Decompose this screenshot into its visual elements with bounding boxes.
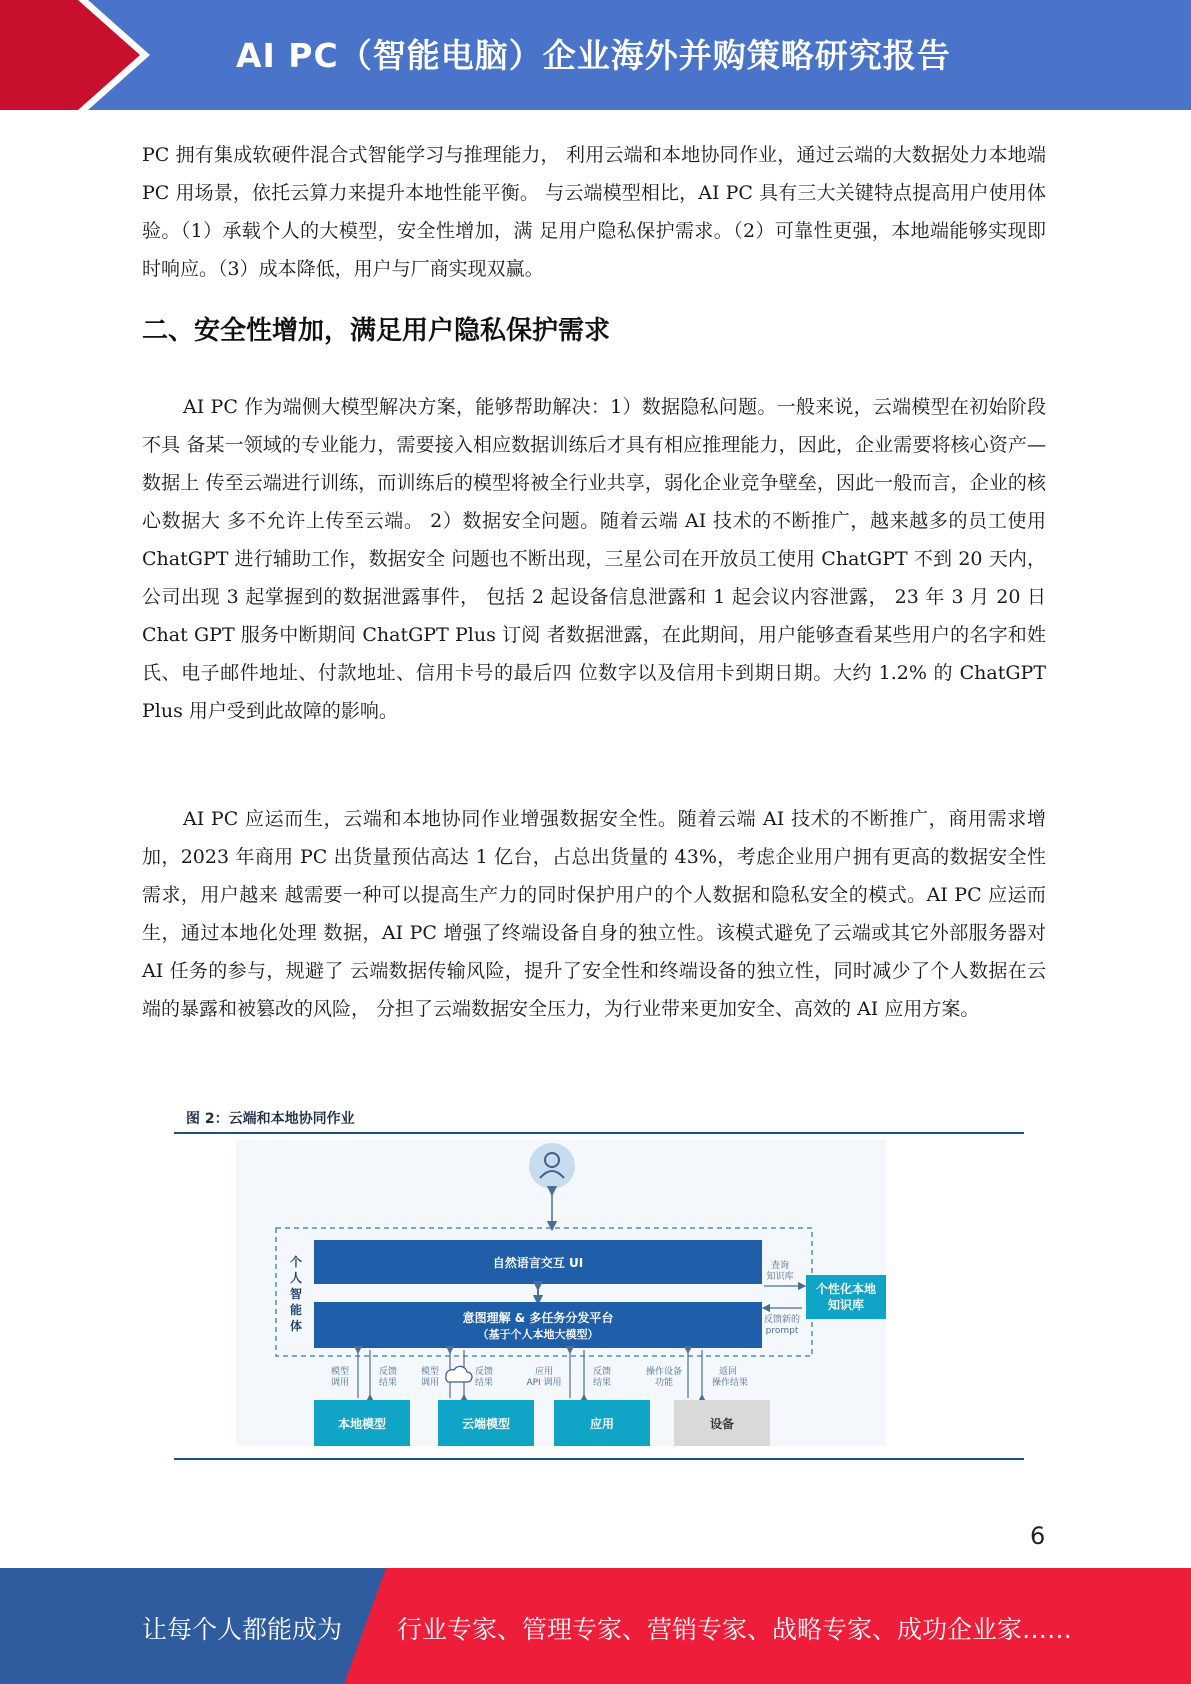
app-label: 应用 (589, 1417, 615, 1431)
arrow-label: 模型 (420, 1367, 440, 1377)
arrow-label: 反馈 (474, 1367, 494, 1377)
query-kb-label: 查询 (770, 1261, 790, 1271)
security-paragraph: AI PC 应运而生，云端和本地协同作业增强数据安全性。随着云端 AI 技术的不断推广，商用需求增加，2023 年商用 PC 出货量预估高达 1 亿台，占总出货量的 43%，考虑企业用户拥有更高的数据安全性需求，用户越来 越需要一种可以提高生产力的同时保护用户的个人数据和隐私安全的模式。AI PC 应运而生，通过本地化处理 数据，AI PC 增强了终端设备自身的独立性。该模式避免了云端或其它外部服务器对 AI 任务的参与，规避了 云端数据传输风险，提升了安全性和终端设备的独立性，同时减少了个人数据在云端的暴露和被篡改的风险， 分担了云端数据安全压力，为行业带来更加安全、高效的 AI 应用方案。 (142, 808, 1046, 1020)
arrow-label: 返回 (718, 1367, 738, 1377)
personal-kb-label: 个性化本地 (815, 1282, 877, 1296)
arrow-label: 结果 (378, 1378, 398, 1388)
agent-label-char: 人 (289, 1271, 303, 1285)
agent-label-char: 智 (289, 1287, 303, 1301)
local-model-label: 本地模型 (337, 1417, 387, 1431)
cloud-model-label: 云端模型 (461, 1417, 511, 1431)
user-icon (529, 1143, 575, 1189)
agent-label-char: 个 (289, 1255, 303, 1269)
arrow-label: API 调用 (526, 1378, 562, 1388)
arrow-label: 操作设备 (645, 1367, 683, 1377)
figure-caption: 图 2：云端和本地协同作业 (186, 1111, 355, 1127)
arrow-label: 操作结果 (711, 1378, 749, 1388)
arrow-label: 应用 (534, 1367, 554, 1377)
feedback-prompt-label: 反馈新的 (763, 1315, 801, 1325)
arrow-label: 结果 (474, 1378, 494, 1388)
header-banner (0, 0, 1191, 110)
agent-label-char: 能 (289, 1303, 303, 1317)
architecture-diagram (174, 1136, 1024, 1456)
intent-platform-box (314, 1302, 762, 1348)
arrow-label: 功能 (654, 1378, 674, 1388)
personal-kb-label-2: 知识库 (827, 1298, 865, 1312)
arrow-label: 反馈 (592, 1367, 612, 1377)
arrow-label: 调用 (330, 1378, 350, 1388)
intro-paragraph: PC 拥有集成软硬件混合式智能学习与推理能力， 利用云端和本地协同作业，通过云端的大数据处力本地端 PC 用场景，依托云算力来提升本地性能平衡。 与云端模型相比，AI PC 具有三大关键特点提高用户使用体验。（1）承载个人的大模型，安全性增加，满 足用户隐私保护需求。（2）可靠性更强，本地端能够实现即时响应。（3）成本降低，用户与厂商实现双赢。 (142, 144, 1046, 280)
agent-label-char: 体 (289, 1319, 303, 1333)
query-kb-label-2: 知识库 (766, 1272, 794, 1282)
privacy-paragraph: AI PC 作为端侧大模型解决方案，能够帮助解决：1）数据隐私问题。一般来说，云端模型在初始阶段不具 备某一领域的专业能力，需要接入相应数据训练后才具有相应推理能力，因此，企业需要将核心资产—数据上 传至云端进行训练，而训练后的模型将被全行业共享，弱化企业竞争壁垒，因此一般而言，企业的核心数据大 多不允许上传至云端。 2）数据安全问题。随着云端 AI 技术的不断推广，越来越多的员工使用 ChatGPT 进行辅助工作，数据安全 问题也不断出现，三星公司在开放员工使用 ChatGPT 不到 20 天内，公司出现 3 起掌握到的数据泄露事件， 包括 2 起设备信息泄露和 1 起会议内容泄露， 23 年 3 月 20 日 Chat GPT 服务中断期间 ChatGPT Plus 订阅 者数据泄露，在此期间，用户能够查看某些用户的名字和姓氏、电子邮件地址、付款地址、信用卡号的最后四 位数字以及信用卡到期日期。大约 1.2% 的 ChatGPT Plus 用户受到此故障的影响。 (142, 396, 1046, 722)
figure-top-rule (174, 1132, 1024, 1134)
header-red-chevron (0, 0, 140, 110)
footer-banner (0, 1568, 1191, 1684)
arrow-label: 反馈 (378, 1367, 398, 1377)
arrow-label: 调用 (420, 1378, 440, 1388)
arrow-label: 结果 (592, 1378, 612, 1388)
report-title: AI PC（智能电脑）企业海外并购策略研究报告 (236, 36, 951, 75)
arrow-label: 模型 (330, 1367, 350, 1377)
footer-slogan-right: 行业专家、管理专家、营销专家、战略专家、成功企业家…… (397, 1615, 1073, 1644)
figure-cloud-local-collaboration (174, 1106, 1024, 1462)
figure-bottom-rule (174, 1458, 1024, 1460)
feedback-prompt-label-2: prompt (765, 1326, 799, 1336)
page-number: 6 (1030, 1522, 1046, 1550)
intent-platform-label: 意图理解 & 多任务分发平台 (462, 1311, 614, 1325)
intent-platform-sublabel: （基于个人本地大模型） (477, 1328, 599, 1341)
footer-slogan-left: 让每个人都能成为 (142, 1615, 343, 1644)
section-heading: 二、安全性增加，满足用户隐私保护需求 (142, 316, 611, 346)
nl-ui-label: 自然语言交互 UI (492, 1256, 584, 1270)
device-label: 设备 (709, 1417, 735, 1431)
